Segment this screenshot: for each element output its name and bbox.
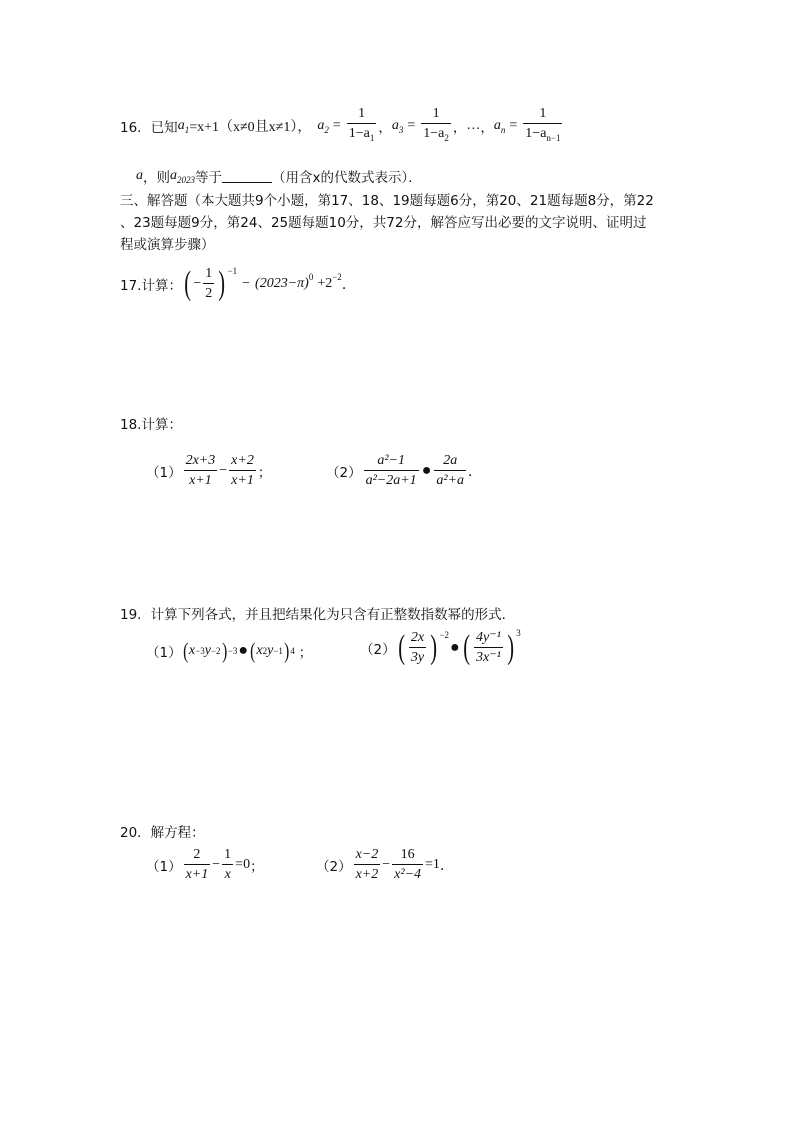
section3-line3: 程或演算步骤） xyxy=(120,237,215,253)
q16-a3-lhs: $a_3$ xyxy=(391,117,404,135)
q19-part1: （1） ( x −3 y −2 ) −3 ● ( x 2 y −1 ) 4 ； xyxy=(146,638,313,663)
q20-f4: $\frac{16}{\text{x²−4}}$ xyxy=(394,847,422,882)
q19-f2: $\frac{\text{4y⁻¹}}{\text{3x⁻¹}}$ xyxy=(476,630,501,665)
q16-ellipsis: … xyxy=(466,118,481,133)
q17-paren: (2023−π) xyxy=(255,275,309,291)
q16-a1-def: =x+1（x≠0且x≠1）， xyxy=(189,120,312,135)
q20-f1: $\frac{2}{x+1}$ xyxy=(185,847,209,882)
q20-part2: （2） $\frac{x-2}{x+2}$ − $\frac{16}{\text{x²−4}}$ =1 ． xyxy=(316,847,454,882)
q19-part2: （2） ( $\frac{2x}{3y}$ ) −2 ● ( $\frac{\text{4y⁻¹}}{\text{3x⁻¹}}$ ) 3 xyxy=(360,628,521,666)
q17: 17.计算： ( − $\frac{1}{2}$ ) −1 − (2023−π) 0 +2 −2 ． xyxy=(120,264,356,302)
q20-part1: （1） $\frac{2}{x+1}$ − $\frac{1}{x}$ =0 ； xyxy=(146,847,264,882)
q16-line1: 16． 已知 $a_1$ =x+1（x≠0且x≠1）， $a_2$ = $\frac{1}{1-a_1}$ ， $a_3$ = $\frac{1}{1-a_2}$ ， … ， $a_n$ = $\frac{1}{1-a_{n-1}}$ xyxy=(120,104,564,148)
section3-line2: 、23题每题9分，第24、25题每题10分，共72分，解答应写出必要的文字说明、证明过 xyxy=(120,215,647,231)
q18-f3: $\frac{\text{a²−1}}{\text{a²−2a+1}}$ xyxy=(365,453,417,488)
q20-f3: $\frac{x-2}{x+2}$ xyxy=(355,847,379,882)
q17-exp1: −1 xyxy=(227,266,238,276)
q18-f2: $\frac{x+2}{x+1}$ xyxy=(231,453,254,488)
q19-label: 19．计算下列各式，并且把结果化为只含有正整数指数幂的形式． xyxy=(120,607,516,623)
q16-number: 16． xyxy=(120,120,151,136)
q18-part2: （2） $\frac{\text{a²−1}}{\text{a²−2a+1}}$ ● $\frac{2a}{\text{a²+a}}$ ． xyxy=(326,453,483,488)
q16-an-fraction: $\frac{1}{1-a_{n-1}}$ xyxy=(525,106,561,143)
q18-f4: $\frac{2a}{\text{a²+a}}$ xyxy=(436,453,465,488)
q16-a1: $a_1$ xyxy=(177,117,190,135)
section3-line1: 三、解答题（本大题共9个小题，第17、18、19题每题6分，第20、21题每题8分，第22 xyxy=(120,193,654,209)
q16-a2023: $a_{2023}$ xyxy=(170,167,195,185)
q16-line2: a ，则 $a_{2023}$ 等于 （用含x的代数式表示）． xyxy=(136,167,422,186)
q19-f1: $\frac{2x}{3y}$ xyxy=(410,630,425,665)
answer-blank[interactable] xyxy=(222,170,272,183)
q17-fraction: $\frac{1}{2}$ xyxy=(205,266,213,301)
q16-an-lhs: $a_n$ xyxy=(493,117,506,135)
q18-part1: （1） $\frac{2x+3}{x+1}$ − $\frac{x+2}{x+1}$ ； xyxy=(146,453,272,488)
q18-label: 18.计算： xyxy=(120,417,182,433)
q16-a2-fraction: $\frac{1}{1-a_1}$ xyxy=(348,106,375,143)
q20-f2: $\frac{1}{x}$ xyxy=(224,847,232,882)
q16-intro: 已知 xyxy=(150,120,178,136)
q16-a3-fraction: $\frac{1}{1-a_2}$ xyxy=(423,106,449,143)
q20-label: 20．解方程： xyxy=(120,825,205,841)
q18-f1: $\frac{2x+3}{x+1}$ xyxy=(185,453,216,488)
q16-a2-lhs: $a_2$ xyxy=(317,117,329,135)
q17-label: 17.计算： xyxy=(120,277,182,294)
